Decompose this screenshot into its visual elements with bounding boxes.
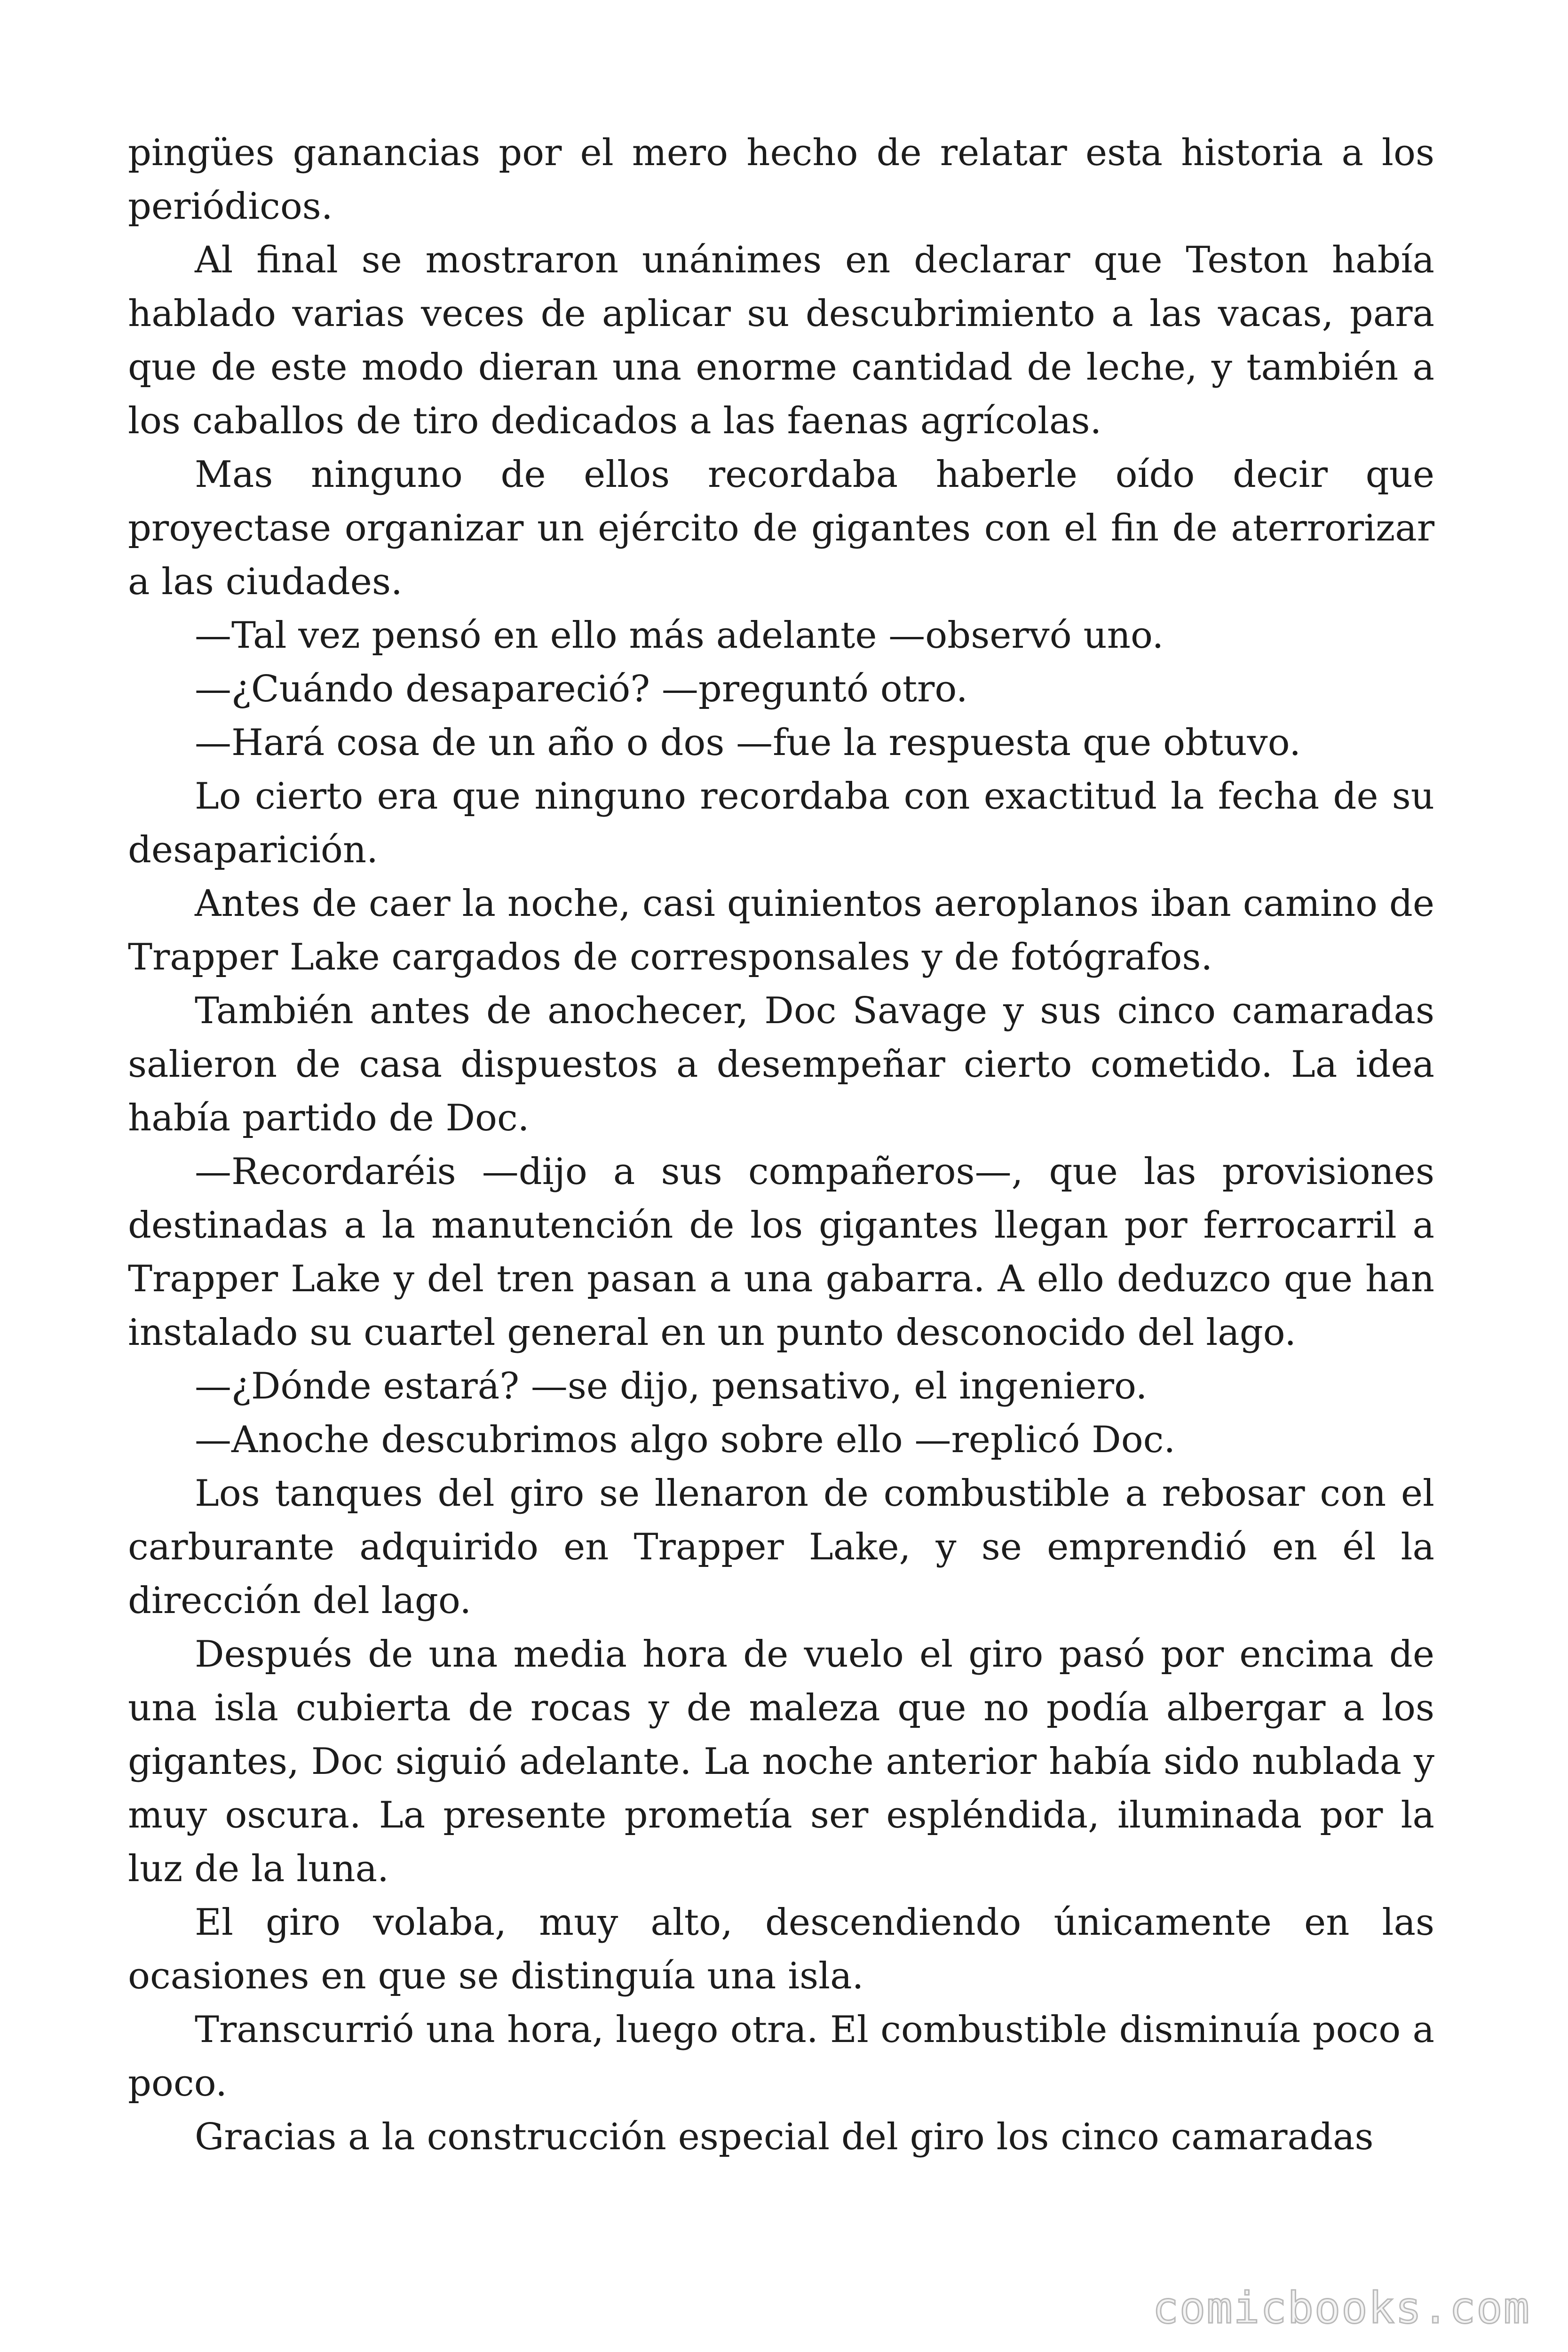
paragraph: Antes de caer la noche, casi quinientos aeroplanos iban camino de Trapper Lake cargados de corresponsales y de fotógrafos. bbox=[128, 882, 1434, 978]
paragraph: —Hará cosa de un año o dos —fue la respuesta que obtuvo. bbox=[195, 722, 1301, 764]
paragraph: Después de una media hora de vuelo el giro pasó por encima de una isla cubierta de rocas y de maleza que no podía albergar a los gigantes, Doc siguió adelante. La noche anterior había sido nublada y muy oscura. La presente prometía ser espléndida, iluminada por la luz de la luna. bbox=[128, 1633, 1434, 1890]
paragraph: —Tal vez pensó en ello más adelante —observó uno. bbox=[195, 614, 1164, 657]
paragraph: Gracias a la construcción especial del giro los cinco camaradas bbox=[195, 2116, 1374, 2158]
paragraph: —¿Dónde estará? —se dijo, pensativo, el ingeniero. bbox=[195, 1365, 1148, 1407]
paragraph: Los tanques del giro se llenaron de combustible a rebosar con el carburante adquirido en Trapper Lake, y se emprendió en él la dirección del lago. bbox=[128, 1472, 1434, 1622]
paragraph: El giro volaba, muy alto, descendiendo únicamente en las ocasiones en que se distinguía una isla. bbox=[128, 1901, 1434, 1997]
paragraph: También antes de anochecer, Doc Savage y sus cinco camaradas salieron de casa dispuestos a desempeñar cierto cometido. La idea había partido de Doc. bbox=[128, 990, 1434, 1139]
paragraph: Lo cierto era que ninguno recordaba con exactitud la fecha de su desaparición. bbox=[128, 775, 1434, 871]
paragraph: —Anoche descubrimos algo sobre ello —replicó Doc. bbox=[195, 1419, 1176, 1461]
paragraph: Al final se mostraron unánimes en declarar que Teston había hablado varias veces de aplicar su descubrimiento a las vacas, para que de este modo dieran una enorme cantidad de leche, y también a los caballos de tiro dedicados a las faenas agrícolas. bbox=[128, 239, 1434, 442]
watermark: comicbooks.com bbox=[1152, 2283, 1530, 2333]
paragraph: pingües ganancias por el mero hecho de relatar esta historia a los periódicos. bbox=[128, 132, 1434, 228]
body-text bbox=[128, 126, 1434, 2164]
paragraph: Mas ninguno de ellos recordaba haberle oído decir que proyectase organizar un ejército de gigantes con el fin de aterrorizar a las ciudades. bbox=[128, 453, 1434, 603]
paragraph: —¿Cuándo desapareció? —preguntó otro. bbox=[195, 668, 968, 710]
paragraph: Transcurrió una hora, luego otra. El combustible disminuía poco a poco. bbox=[128, 2009, 1434, 2105]
paragraph: —Recordaréis —dijo a sus compañeros—, que las provisiones destinadas a la manutención de los gigantes llegan por ferrocarril a Trapper Lake y del tren pasan a una gabarra. A ello deduzco que han instalado su cuartel general en un punto desconocido del lago. bbox=[128, 1151, 1434, 1354]
